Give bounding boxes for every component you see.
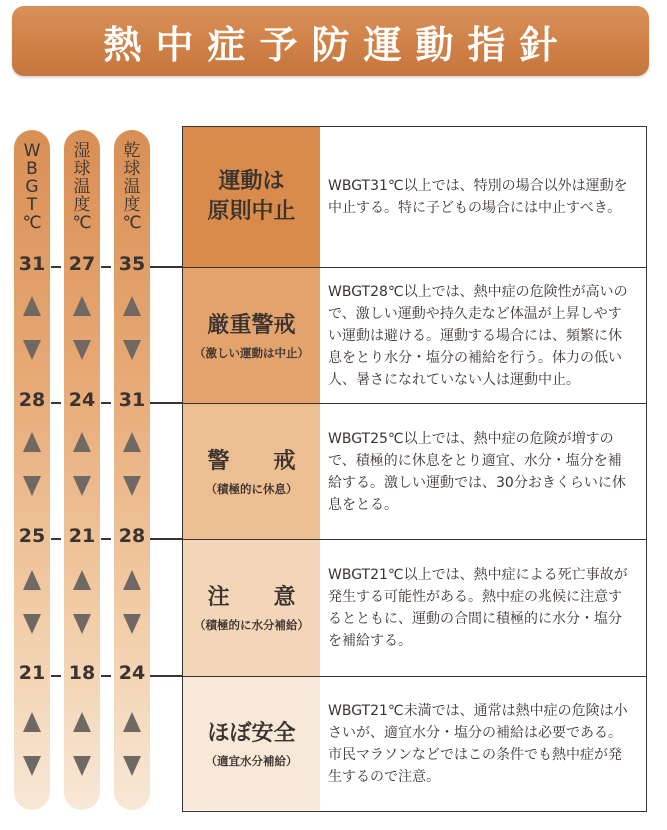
- level-label: ほぼ安全: [207, 720, 296, 746]
- threshold-dash: [101, 675, 111, 677]
- triangle-up-icon: [23, 296, 41, 316]
- table-row: [183, 127, 646, 267]
- level-description: WBGT31℃以上では、特別の場合以外は運動を中止する。特に子どもの場合には中止すべき。: [328, 178, 628, 216]
- wbgt-threshold: 25: [18, 525, 46, 547]
- threshold-dash: [101, 266, 111, 268]
- triangle-down-icon: [123, 756, 141, 776]
- wbgt-threshold: 31: [18, 253, 46, 275]
- threshold-line: [150, 402, 182, 404]
- triangle-down-icon: [23, 756, 41, 776]
- level-label-cell: [183, 268, 320, 403]
- triangle-down-icon: [123, 614, 141, 634]
- level-description: WBGT21℃以上では、熱中症による死亡事故が発生する可能性がある。熱中症の兆候に注意するとともに、運動の合間に積極的に水分・塩分を補給する。: [328, 567, 628, 649]
- dry-bulb-threshold: 31: [118, 389, 146, 411]
- level-label-cell: [183, 677, 320, 810]
- table-row: [183, 403, 646, 539]
- table-row: [183, 267, 646, 403]
- threshold-dash: [51, 675, 61, 677]
- wet-bulb-threshold: 21: [68, 525, 96, 547]
- wet-bulb-threshold: 24: [68, 389, 96, 411]
- level-description: WBGT28℃以上では、熱中症の危険性が高いので、激しい運動や持久走など体温が上昇しやすい運動は避ける。運動する場合には、頻繁に休息をとり水分・塩分の補給を行う。体力の低い人、暑さになれていない人は運動中止。: [328, 283, 628, 388]
- wet-bulb-column-header: 湿 球 温 度 ℃: [72, 141, 92, 233]
- wbgt-column-header: W B G T ℃: [22, 141, 42, 233]
- triangle-up-icon: [123, 296, 141, 316]
- level-label-cell: [183, 404, 320, 539]
- level-label: 注 意: [207, 585, 296, 610]
- triangle-down-icon: [73, 476, 91, 496]
- dry-bulb-threshold: 28: [118, 525, 146, 547]
- wet-bulb-threshold: 27: [68, 253, 96, 275]
- dry-bulb-threshold: 24: [118, 662, 146, 684]
- level-label: 警 戒: [207, 448, 296, 474]
- triangle-up-icon: [73, 296, 91, 316]
- level-description: WBGT21℃未満では、通常は熱中症の危険は小さいが、適宜水分・塩分の補給は必要である。市民マラソンなどではこの条件でも熱中症が発生するので注意。: [328, 702, 628, 785]
- triangle-down-icon: [23, 614, 41, 634]
- threshold-dash: [51, 538, 61, 540]
- level-label: 運動は 原則中止: [207, 169, 296, 224]
- triangle-up-icon: [73, 712, 91, 732]
- page-title: 熱中症予防運動指針: [12, 6, 649, 76]
- triangle-down-icon: [123, 340, 141, 360]
- triangle-up-icon: [123, 712, 141, 732]
- threshold-dash: [101, 538, 111, 540]
- wbgt-threshold: 28: [18, 389, 46, 411]
- level-label: 厳重警戒: [207, 312, 296, 338]
- threshold-line: [150, 675, 182, 677]
- triangle-down-icon: [73, 340, 91, 360]
- level-sublabel: （激しい運動は中止）: [194, 345, 309, 360]
- triangle-down-icon: [23, 476, 41, 496]
- triangle-up-icon: [23, 432, 41, 452]
- threshold-line: [150, 266, 182, 268]
- wbgt-threshold: 21: [18, 662, 46, 684]
- triangle-up-icon: [23, 570, 41, 590]
- level-sublabel: （積極的に休息）: [205, 481, 298, 496]
- dry-bulb-column-header: 乾 球 温 度 ℃: [122, 141, 142, 233]
- triangle-up-icon: [123, 570, 141, 590]
- level-label-cell: [183, 540, 320, 676]
- triangle-down-icon: [73, 756, 91, 776]
- level-sublabel: （適宜水分補給）: [205, 753, 298, 768]
- triangle-down-icon: [123, 476, 141, 496]
- threshold-dash: [51, 266, 61, 268]
- threshold-line: [150, 538, 182, 540]
- level-description: WBGT25℃以上では、熱中症の危険が増すので、積極的に休息をとり適宜、水分・塩分を補給する。激しい運動では、30分おきくらいに休息をとる。: [328, 430, 626, 513]
- triangle-up-icon: [23, 712, 41, 732]
- triangle-down-icon: [23, 340, 41, 360]
- table-row: [183, 676, 646, 810]
- triangle-up-icon: [73, 570, 91, 590]
- table-row: [183, 539, 646, 676]
- triangle-up-icon: [123, 432, 141, 452]
- wet-bulb-threshold: 18: [68, 662, 96, 684]
- guideline-table: [182, 126, 647, 812]
- dry-bulb-threshold: 35: [118, 253, 146, 275]
- threshold-dash: [101, 402, 111, 404]
- triangle-down-icon: [73, 614, 91, 634]
- threshold-dash: [51, 402, 61, 404]
- triangle-up-icon: [73, 432, 91, 452]
- level-label-cell: [183, 127, 320, 267]
- level-sublabel: （積極的に水分補給）: [194, 618, 309, 632]
